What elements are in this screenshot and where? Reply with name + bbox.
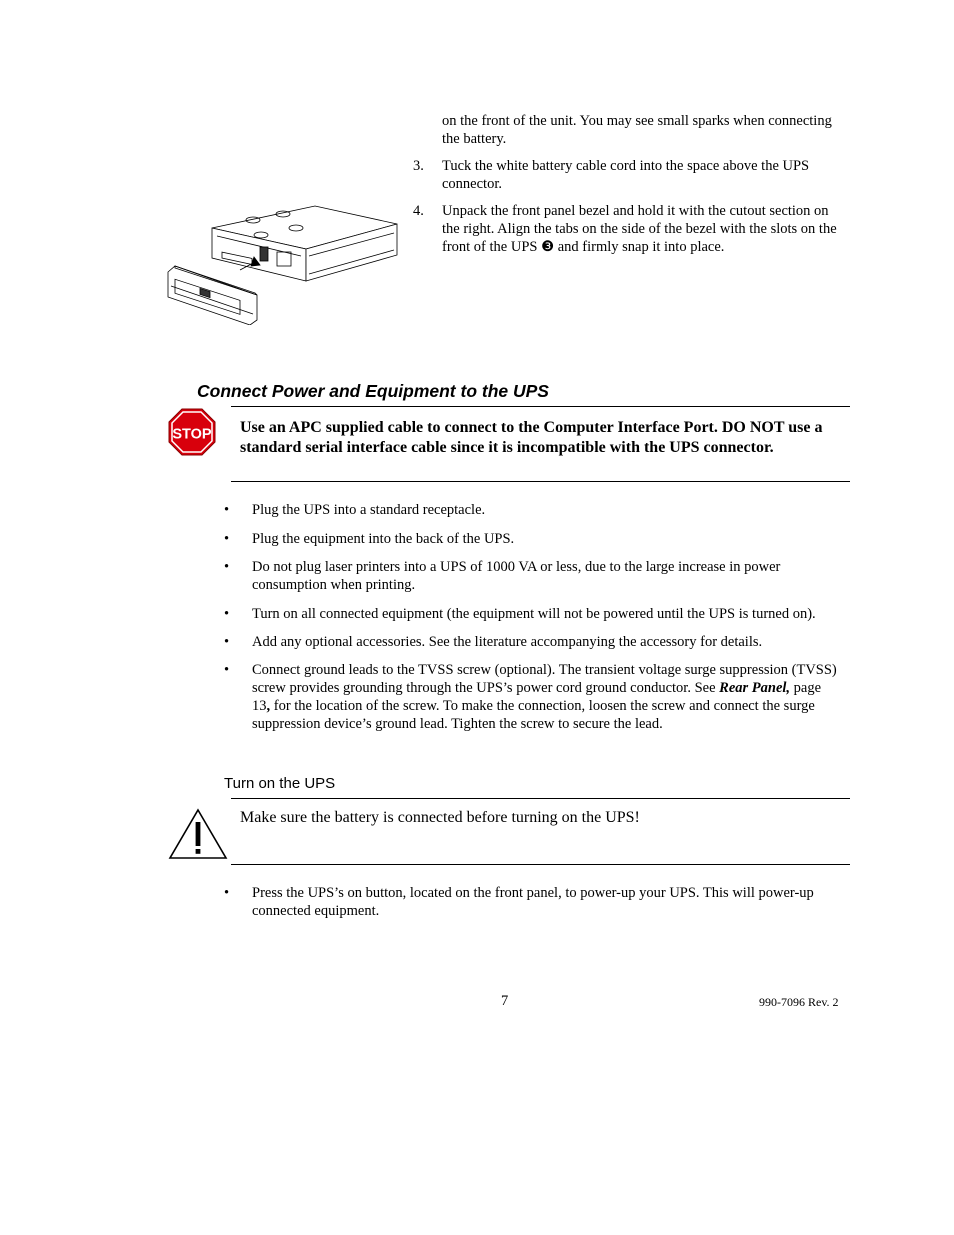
bullet: •: [224, 885, 230, 901]
section-heading-turn-on: Turn on the UPS: [224, 775, 336, 792]
step-text: Unpack the front panel bezel and hold it with the cutout section on the right. Align the tabs on the side of the bezel with the slots on the front of the UPS ❸ and firmly snap it into place.: [442, 203, 837, 255]
list-item: • Connect ground leads to the TVSS screw (optional). The transient voltage surge suppression (TVSS) screw provides grounding through the UPS’s power cord ground conductor. See Rear Panel, page 13, for the location of the screw. To make the connection, loosen the screw and connect the surge suppression device’s ground lead. Tighten the screw to secure the lead.: [224, 662, 837, 732]
bullet: •: [224, 662, 230, 678]
list-item: • Do not plug laser printers into a UPS of 1000 VA or less, due to the large increase in power consumption when printing.: [224, 559, 781, 593]
step-number: 3.: [413, 158, 424, 174]
stop-notice-text: Use an APC supplied cable to connect to the Computer Interface Port. DO NOT use a standard serial interface cable since it is incompatible with the UPS connector.: [240, 419, 823, 456]
stop-sign-label: STOP: [172, 426, 212, 443]
bullet: •: [224, 502, 230, 518]
warning-triangle-icon: [168, 808, 228, 860]
document-id: 990-7096 Rev. 2: [759, 995, 839, 1009]
step-4: [413, 202, 843, 262]
step-3: [413, 157, 843, 197]
bullet: •: [224, 559, 230, 575]
turn-on-steps-list: [222, 884, 842, 920]
warning-bottom-rule: [231, 864, 850, 865]
list-item: • Plug the UPS into a standard receptacle.: [224, 502, 486, 518]
cross-reference-rear-panel: Rear Panel,: [719, 680, 791, 696]
bullet: •: [224, 606, 230, 622]
page-number: 7: [501, 993, 509, 1009]
section-heading-connect-power: Connect Power and Equipment to the UPS: [197, 381, 549, 401]
stop-sign-icon: [168, 408, 216, 456]
step-2-continuation: on the front of the unit. You may see small sparks when connecting the battery.: [442, 113, 832, 147]
connect-steps-list: [222, 501, 842, 733]
list-item: • Press the UPS’s on button, located on the front panel, to power-up your UPS. This will power-up connected equipment.: [224, 885, 814, 919]
notice-bottom-rule: [231, 481, 850, 482]
list-item: • Plug the equipment into the back of the UPS.: [224, 531, 515, 547]
step-number: 4.: [413, 203, 424, 219]
bullet: •: [224, 634, 230, 650]
step-text: Tuck the white battery cable cord into the space above the UPS connector.: [442, 158, 810, 192]
warning-top-rule: [231, 798, 850, 799]
notice-top-rule: [231, 406, 850, 407]
warning-text: Make sure the battery is connected before turning on the UPS!: [240, 809, 640, 826]
list-item: • Turn on all connected equipment (the equipment will not be powered until the UPS is turned on).: [224, 606, 816, 622]
list-item: • Add any optional accessories. See the literature accompanying the accessory for details.: [224, 634, 763, 650]
bullet: •: [224, 531, 230, 547]
ups-bezel-illustration: [165, 200, 405, 325]
